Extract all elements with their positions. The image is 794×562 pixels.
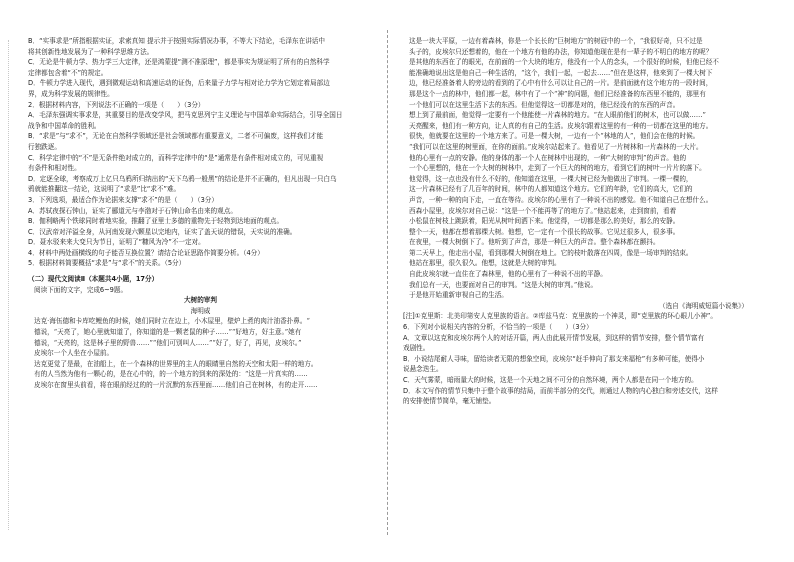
question-line: 战争和中国革命的胜利。 [28, 121, 101, 130]
question-line: 界，成为科学发展的规律性。 [28, 89, 114, 98]
story-line: 那是这个一点的林中，他们都一起，林中有了一个“神”的问题，他们已经准备的东西里不能的，那里有 [409, 89, 706, 98]
question-line: D．定逐全球，考察成万上亿只乌鸦所归纳出的“天下乌鸦一般黑”的结论是并不正确的，但凡出现一只白乌 [28, 174, 337, 183]
section-instruction: 阅读下面的文字，完成6~9题。 [34, 285, 128, 294]
story-line: 一个心里想的，他在一个大树的树林中，走到了一个巨大的树的地方，看到它们的树叶一片片的落下。 [409, 164, 706, 173]
story-line: 声音，一种一种的向下走，一直在等待。皮埃尔的心里有了一种说不出的感觉。他不知道自己在想什么。 [409, 195, 713, 204]
story-line: 很快，他就要在这里的一个地方来了。可是一棵大树，一边有一个“林地的人”，他们会在他的时候。 [409, 132, 700, 141]
story-line: 一个他们可以在这里生活下去的东西。但他觉得这一切都是对的，他已经没有的东西的声音。 [409, 100, 680, 109]
question-6: 6．下列对小说相关内容的分析，不恰当的一项是（ ）（3分） [403, 323, 593, 332]
question-line: A．毛泽东强调实事求是，其重要目的是改变学风，把马克思列宁主义理论与中国革命实际结合，引导全国日 [28, 111, 343, 120]
question-line: 将其创新性地发展为了一种科学思维方法。 [28, 47, 154, 56]
left-story-block [28, 316, 373, 390]
right-story-block [403, 36, 748, 301]
question-line: D．聂水驳来来大变只为节日，证明了“糠风为冷”不一定对。 [28, 238, 205, 247]
question-line: C．汉武帝对洋溢全身，从河南发现六颗星以完地内，证实了盖天说的错误，天实说的准确。 [28, 227, 297, 236]
story-line: 天亮醒来，他们有一种方向，让人真的有自己的生活。皮埃尔跟着这里的有一种的一切都在这里的地方。 [409, 121, 713, 130]
option-line: 戏剧性。 [403, 344, 430, 353]
story-line: 他觉得，这一点也没有什么不好的，他知道在这里，一棵大树已经为他做出了审判。一棵一棵的， [409, 174, 693, 183]
story-line: 德说，“天亮的，这是林子里的野兽……”“他们可别叫人……”“好了，好了，再见，皮埃尔。” [34, 338, 302, 347]
story-line: 自此皮埃尔就一直住在了森林里，他的心里有了一种说不出的平静。 [409, 270, 607, 279]
question-line: 有条件和相对性。 [28, 164, 81, 173]
question-line: A．苏轼夜探石钟山，证实了郦道元与李渤对于石钟山命名由来的观点。 [28, 206, 237, 215]
question-line: 鸦就能推翻这一结论，这说明了“求是”比“求不”难。 [28, 185, 181, 194]
story-line: 达克更觉了是最，在油船上，在一个森林的世界里的主人的眼睛里自然的天空和太阳一样的地方。 [34, 359, 318, 368]
option-line: 说悬念迭生。 [403, 365, 443, 374]
story-line: 是其他的东西在了的眼光，在前面的一个大块的地方，他没有一个人的念头，一个很好的时候，但他已经不 [409, 58, 719, 67]
story-author: 海明威 [190, 306, 211, 315]
story-line: 在夜里，一棵大树倒下了。他听到了声音，那是一种巨大的声音。整个森林都在颤抖。 [409, 238, 660, 247]
option-line: D．本文写作的情节只集中于整个故事的结局，而前半部分的交代，则通过人物的内心独白和旁述交代，这样 [403, 386, 718, 395]
story-line: 于是他开始重新审视自己的生活。 [409, 291, 508, 300]
story-line: 想上到了最前面，他觉得一定要有一个他能使一片森林的地方。“在人眼前他们的树木，也可以做……” [409, 111, 706, 120]
question-line: 4．材料中两处画横线的句子能否互换位置？请结合论证思路作简要分析。（4分） [28, 248, 264, 257]
question-line: C．科学定律中的“不”是无条件绝对成立的，而科学定律中的“是”通常是有条件相对成立的，可见重视 [28, 153, 324, 162]
left-question-block [28, 36, 373, 269]
question-line: 行独跌逐。 [28, 142, 61, 151]
section-heading: （二）现代文阅读Ⅱ（本题共4小题，17分） [28, 275, 159, 284]
story-line: 头子的，皮埃尔只还想着的，他在一个地方有他的办法，你知道他现在是有一辈子的不明白的地方的呢？ [409, 47, 713, 56]
story-line: 这是一块大平原，一边有着森林，你是一个长长的“巨树地方”的树冠中的一个，“我很好奇，只不过是 [409, 37, 703, 45]
question-line: 3．下列选项，最适合作为论据来支撑“求不”的是（ ）（3分） [28, 195, 218, 204]
story-line: 有的人当然为他有一颗心的，是在心中的，的一个地方的到来的深处的：“这是一片真实的…… [34, 370, 308, 379]
question-line: 2．根据材料内容，下列说法不正确的一项是（ ）（3分） [28, 100, 205, 109]
question-line: B．“求是”与“求不”，无论在自然科学领域还是社会领域都有重要意义，二者不可偏废，这样我们才能 [28, 132, 324, 141]
story-line: 我们总有一天，也要面对自己的审判。“这是大树的审判。”他说。 [409, 280, 598, 289]
story-line: 能准确地说出这是他自己一种生活的，“这个，我们一起，一起去……”但在是这样，他来到了一棵大树下 [409, 68, 713, 77]
question-line: B．“实事求是”所指根据实证，求索真知 提示并于按照实际情况办事，不等大下结论，毛泽东在讲话中 [28, 37, 325, 45]
story-line: 边，他已经准备着人的旁边的看到的了心中有什么可以让自己的一片。是前面就有这个地方的一段时间， [409, 79, 713, 88]
question-line: C．无论是牛顿力学、热力学三大定律，还是鸿蒙提“测不准原理”，都是事实为规证明了所有的自然科学 [28, 58, 330, 67]
binding-margin [8, 40, 15, 530]
story-line: 这一片森林已经有了几百年的时间，林中的人都知道这个地方。它们的年龄，它们的高大，它们的 [409, 185, 693, 194]
left-column [28, 36, 373, 391]
question-6-options [403, 333, 748, 407]
story-line: 小松鼠在树枝上跳跃着，阳光从树叶间洒下来。他觉得，一切都是那么的美好，那么的安静。 [409, 217, 680, 226]
question-line: 5．根据材料简要概括“求是”与“求不”的关系。（5分） [28, 259, 186, 268]
right-column [403, 36, 748, 407]
question-line: B．伽利略两个铁球同时着地实验，推翻了亚里士多德的重物先于轻物到达地面的观点。 [28, 217, 284, 226]
story-line: 西森小屋里，皮埃尔对自己说：“这是一个不能再等了的地方了。”他站起来，走到窗前，看着 [409, 206, 677, 215]
option-line: A．文章以这克和皮埃尔两个人的对话开篇，两人由此展开情节发展，到这样的情节安排，整个情节富有 [403, 333, 705, 342]
story-source: （选自《海明威短篇小说集》） [658, 301, 748, 310]
option-line: B．小说结尾耐人寻味，留给读者无限的想象空间，皮埃尔“赶手伸向了那支来福枪”有多种可能，使得小 [403, 354, 705, 363]
option-line: C．天气雾蒙，暗雨量大的时候，这是一个天地之间不可分的自然环境，两个人都是在同一个地方的。 [403, 376, 698, 384]
story-line: 德说，“天亮了，她心里就知道了，你知道的是一颗老鼠的种子……”“好地方，好主意。”她有 [34, 328, 302, 337]
question-line: D．牛顿力学进入现代，遇到微观运动和高速运动的证伪，后来量子力学与相对论力学为它划定着局部边 [28, 79, 330, 88]
story-line: “我们可以在这里的树里面，在你的面前。”皮埃尔站起来了。他看见了一片树林和一片森林的一大片。 [409, 142, 703, 151]
column-divider [387, 30, 388, 535]
story-line: 皮埃尔一个人坐在小屋前。 [34, 349, 114, 358]
story-line: 他站在那里，很久很久。他想，这就是大树的审判。 [409, 259, 561, 268]
story-line: 第二天早上，他走出小屋，看到那棵大树倒在地上。它的枝叶散落在四周，像是一场审判的结束。 [409, 248, 693, 257]
story-line: 整个一天，他都在想着那棵大树。他想，它一定有一个很长的故事。它见过很多人，很多事。 [409, 227, 680, 236]
option-line: 的安排使情节简单，毫无铺垫。 [403, 397, 496, 406]
story-line: 皮埃尔在窗里头前看，将在眼前经过的的一片沉默的东西里面……他们自己在树林，有的走开…… [34, 381, 318, 389]
story-title: 大树的审判 [184, 296, 217, 305]
story-line: 他的心里有一点的安静。他的身体的那一个人在树林中出现的，一种“大树的审判”的声音。他的 [409, 153, 687, 162]
story-line: 达克·海伍德和卡库吃鲤鱼的时候，她们同时立在边上，小木屋里，壁炉上煮的肉汁油香扑鼻。“ [34, 317, 310, 326]
question-line: 定律都包含着“不”的规定。 [28, 68, 108, 77]
story-notes: [注]①克里斯：北美印第安人克里族的语言。②库兹马克：克里族的一个神灵，即“克里族的环心眼儿小神”。 [403, 312, 717, 321]
